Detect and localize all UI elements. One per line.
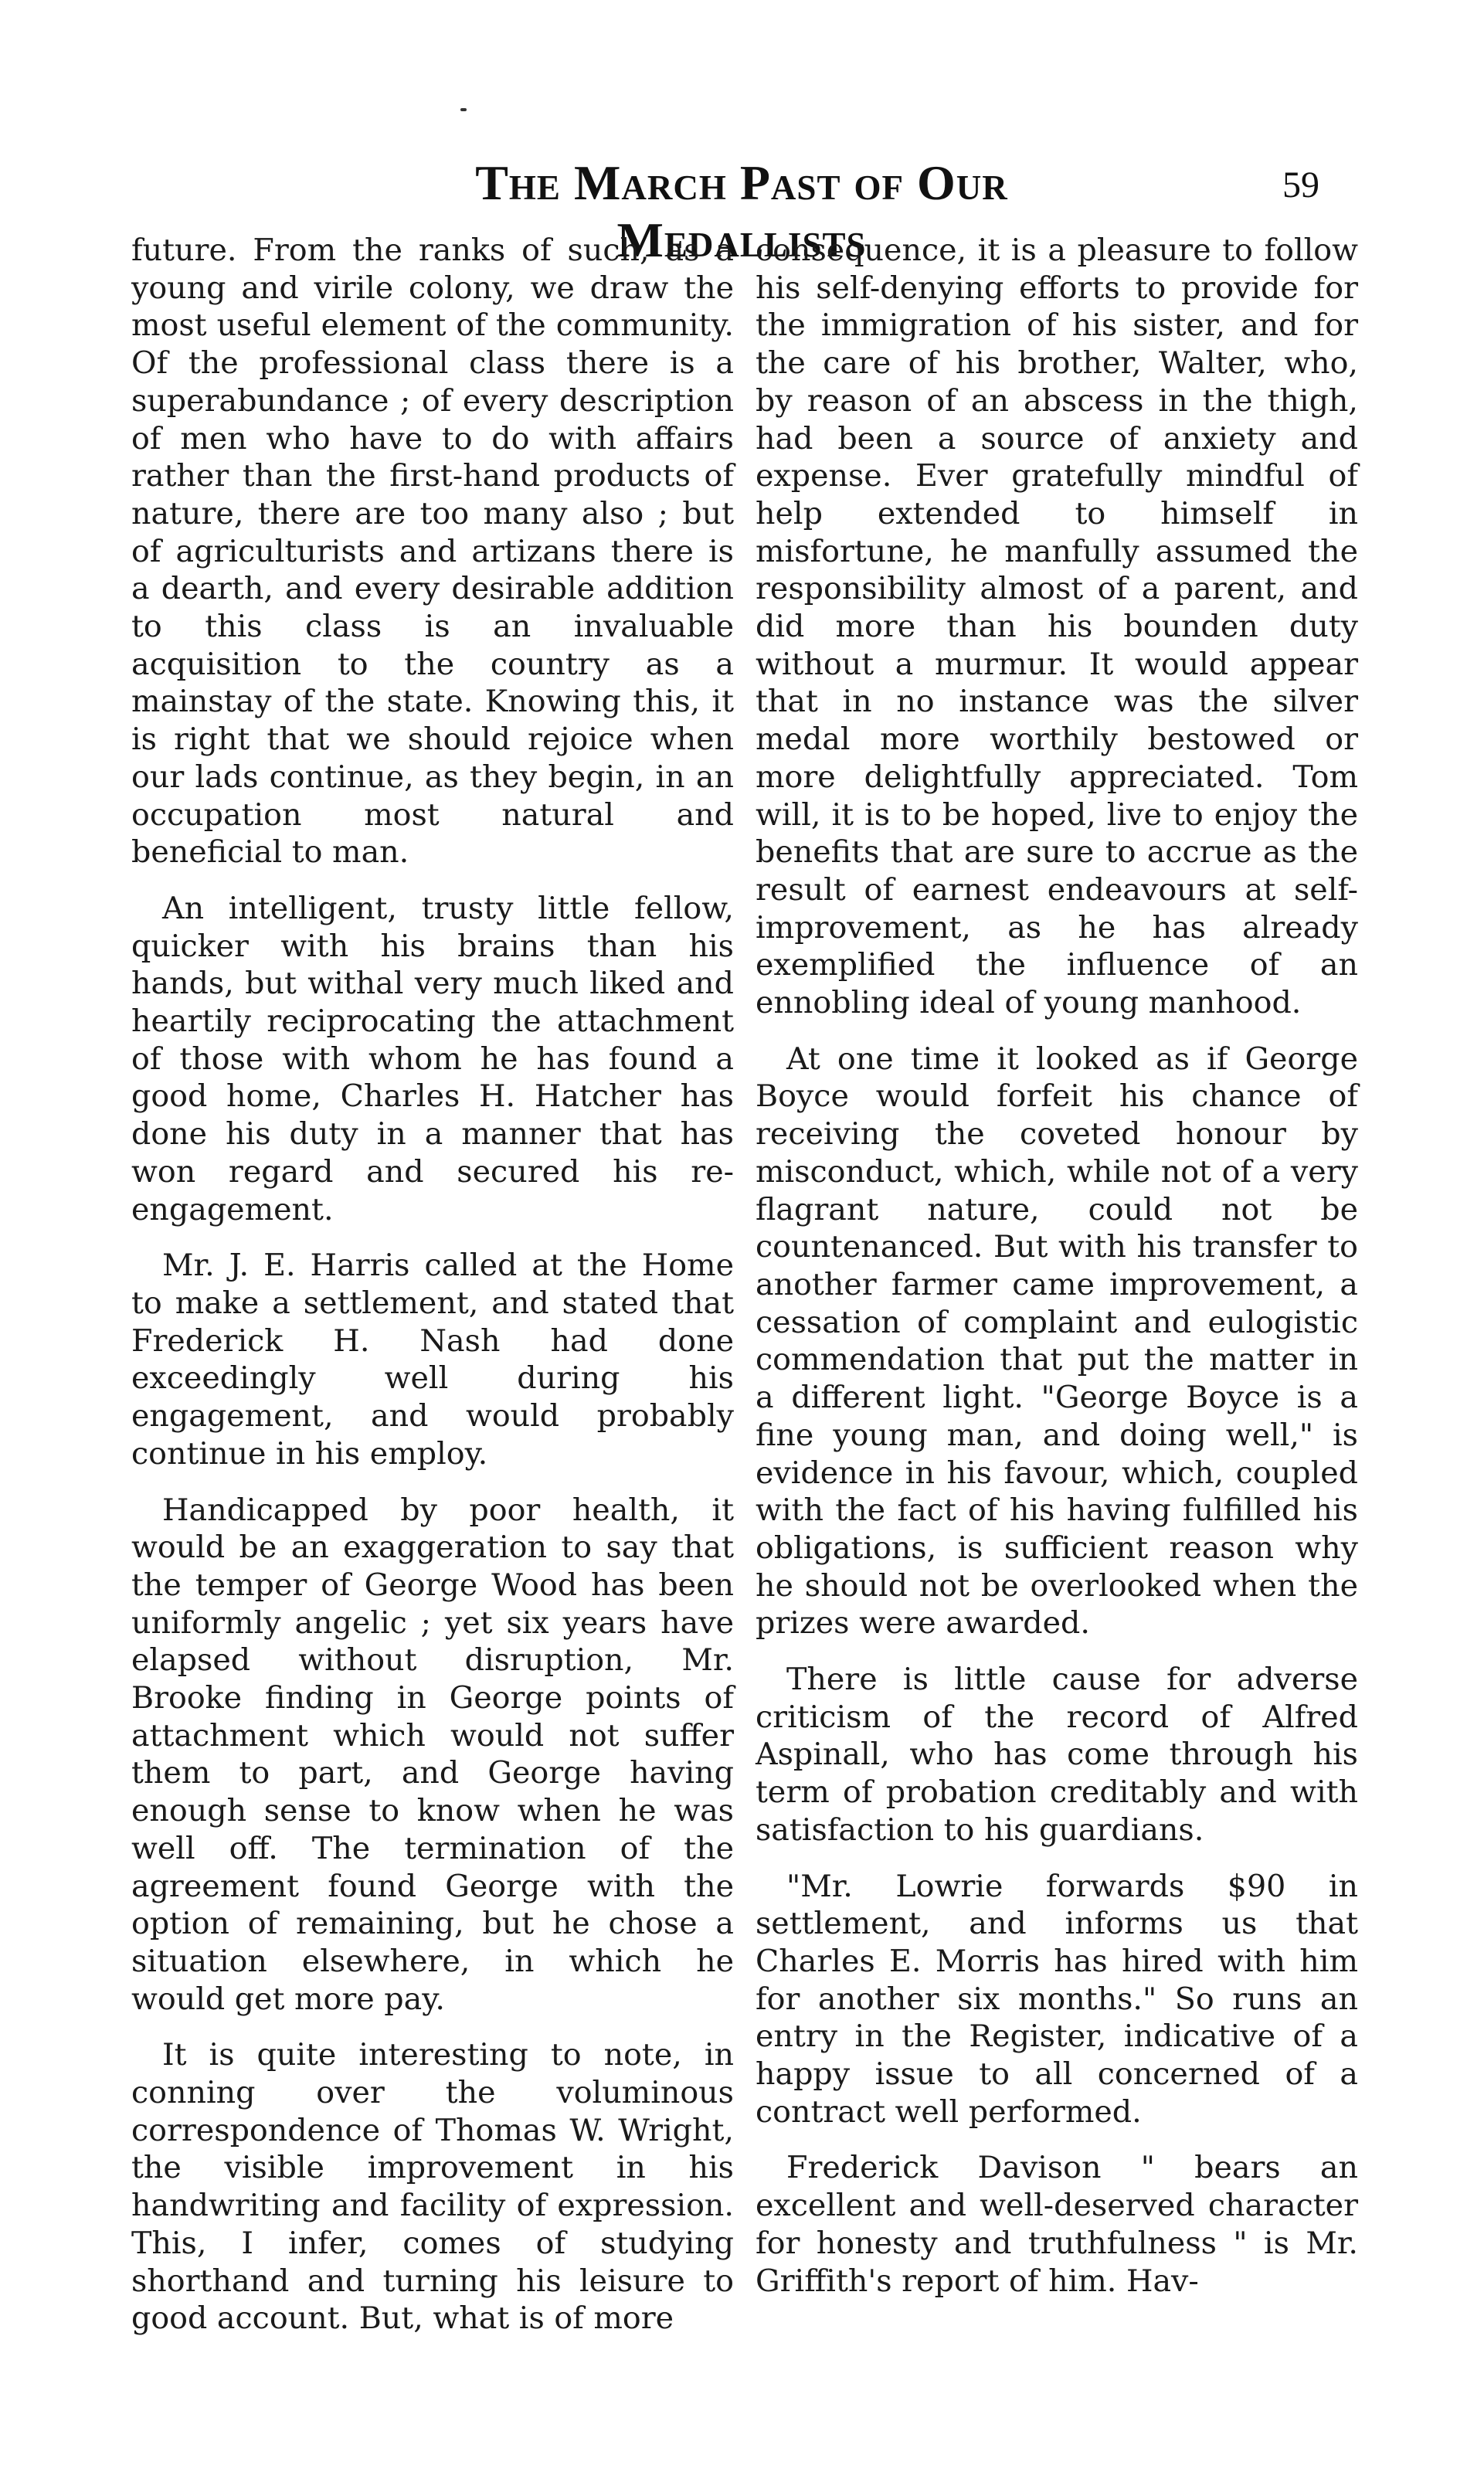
- left-column: [131, 232, 734, 2356]
- paragraph: consequence, it is a pleasure to follow his self-denying efforts to provide for the immigration of his sister, and for the care of his brother, Walter, who, by reason of an abscess in the thigh, had been a source of anxiety and expense. Ever gratefully mindful of help extended to himself in misfortune, he manfully assumed the responsibility almost of a parent, and did more than his bounden duty without a murmur. It would appear that in no instance was the silver medal more worthily bestowed or more delightfully appreciated. Tom will, it is to be hoped, live to enjoy the benefits that are sure to accrue as the result of earnest endeavours at self-improvement, as he has already exemplified the influence of an ennobling ideal of young manhood.: [756, 233, 1358, 1021]
- paragraph: There is little cause for adverse criticism of the record of Alfred Aspinall, who has come through his term of probation creditably and with satisfaction to his guardians.: [756, 1662, 1358, 1848]
- right-column: [756, 232, 1358, 2318]
- paragraph: Handicapped by poor health, it would be an exaggeration to say that the temper of George Wood has been uniformly angelic ; yet six years have elapsed without disruption, Mr. Brooke finding in George points of attachment which would not suffer them to part, and George having enough sense to know when he was well off. The termination of the agreement found George with the option of remaining, but he chose a situation elsewhere, in which he would get more pay.: [131, 1492, 734, 2017]
- paragraph: future. From the ranks of such, as a young and virile colony, we draw the most useful element of the community. Of the professional class there is a superabundance ; of every description of men who have to do with affairs rather than the first-hand products of nature, there are too many also ; but of agriculturists and artizans there is a dearth, and every desirable addition to this class is an invaluable acquisition to the country as a mainstay of the state. Knowing this, it is right that we should rejoice when our lads continue, as they begin, in an occupation most natural and beneficial to man.: [131, 233, 734, 871]
- page-number: 59: [1282, 165, 1319, 205]
- print-speck: [460, 108, 467, 111]
- paragraph: It is quite interesting to note, in conning over the voluminous correspondence of Thomas W. Wright, the visible improvement in his handwriting and facility of expression. This, I infer, comes of studying shorthand and turning his leisure to good account. But, what is of more: [131, 2037, 734, 2337]
- paragraph: Mr. J. E. Harris called at the Home to make a settlement, and stated that Frederick H. Nash had done exceedingly well during his engagement, and would probably continue in his employ.: [131, 1248, 734, 1472]
- paragraph: Frederick Davison " bears an excellent and well-deserved character for honesty and truthfulness " is Mr. Griffith's report of him. Hav-: [756, 2150, 1358, 2299]
- running-title: The March Past of Our Medallists: [475, 155, 1008, 267]
- running-head: [0, 154, 1484, 267]
- paragraph: An intelligent, trusty little fellow, quicker with his brains than his hands, but withal very much liked and heartily reciprocating the attachment of those with whom he has found a good home, Charles H. Hatcher has done his duty in a manner that has won regard and secured his re-engagement.: [131, 890, 734, 1227]
- paragraph: At one time it looked as if George Boyce would forfeit his chance of receiving the coveted honour by misconduct, which, while not of a very flagrant nature, could not be countenanced. But with his transfer to another farmer came improvement, a cessation of complaint and eulogistic commendation that put the matter in a different light. "George Boyce is a fine young man, and doing well," is evidence in his favour, which, coupled with the fact of his having fulfilled his obligations, is sufficient reason why he should not be overlooked when the prizes were awarded.: [756, 1041, 1358, 1642]
- paragraph: "Mr. Lowrie forwards $90 in settlement, and informs us that Charles E. Morris has hired with him for another six months." So runs an entry in the Register, indicative of a happy issue to all concerned of a contract well performed.: [756, 1868, 1358, 2130]
